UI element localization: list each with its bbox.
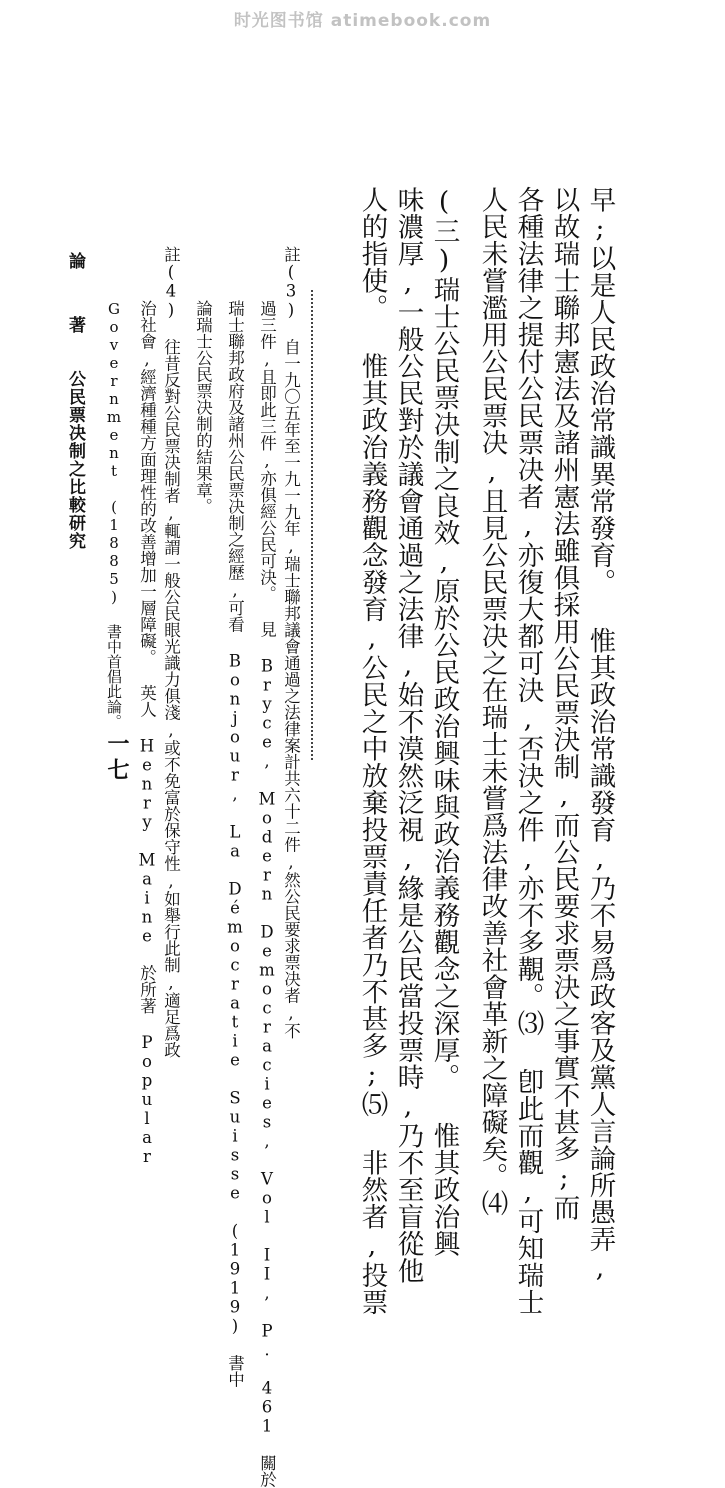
body-text-line: 以故瑞士聯邦憲法及諸州憲法雖俱採用公民票決制,而公民要求票決之事實不甚多;而 [548,186,580,1221]
body-text-line: 味濃厚,一般公民對於議會通過之法律,始不漠然泛視,緣是公民當投票時,乃不至盲從他 [392,186,424,1284]
section-kind: 著 [65,316,85,333]
footnote-line: 論瑞士公民票决制的結果章。 [193,300,213,515]
body-text-line: 人民未嘗濫用公民票决,且見公民票决之在瑞士未嘗爲法律改善社會革新之障礙矣。⑷ [476,186,508,1217]
footnote-separator [311,290,313,760]
footnote-line: 瑞士聯邦政府及諸州公民票决制之經歷,可看 Bonjour, La Démocratie Suisse (1919) 書中 [225,300,245,1388]
running-title: 公民票决制之比較研究 [65,370,85,550]
body-text-line: 各種法律之提付公民票决者,亦復大都可決,否決之件,亦不多覯。⑶ 卽此而觀,可知瑞士 [512,186,544,1316]
body-text-line: (三)瑞士公民票决制之良效,原於公民政治興味與政治義務觀念之深厚。 惟其政治興 [428,186,460,1257]
body-text-line: 早;以是人民政治常識異常發育。 惟其政治常識發育,乃不易爲政客及黨人言論所愚弄, [584,186,616,1284]
footnote-line: 治社會,經濟種種方面理性的改善增加一層障礙。 英人 Henry Maine 於所著 Popular [137,300,157,1166]
site-watermark: 时光图书馆 atimebook.com [233,11,492,31]
footnote-line: Government (1885) 書中首倡此論。 [105,300,123,729]
page-number: 一七 [104,732,130,784]
footnote-line: 過三件,且即此三件,亦俱經公民可決。 見 Bryce, Modern Democracies, Vol II, P. 461 關於 [257,300,277,1488]
section-label: 論 [65,252,85,269]
footnote-line: 註(3) 自一九〇五年至一九一九年,瑞士聯邦議會通過之法律案計共六十二件,然公民要求票决者,不 [281,246,301,1039]
footnote-line: 註(4) 往昔反對公民票决制者,輒謂一般公民眼光識力俱淺,或不免富於保守性,如舉行此制,適足爲政 [161,246,181,1058]
body-text-line: 人的指使。 惟其政治義務觀念發育,公民之中放棄投票責任者乃不甚多;⑸ 非然者,投票 [356,186,388,1316]
